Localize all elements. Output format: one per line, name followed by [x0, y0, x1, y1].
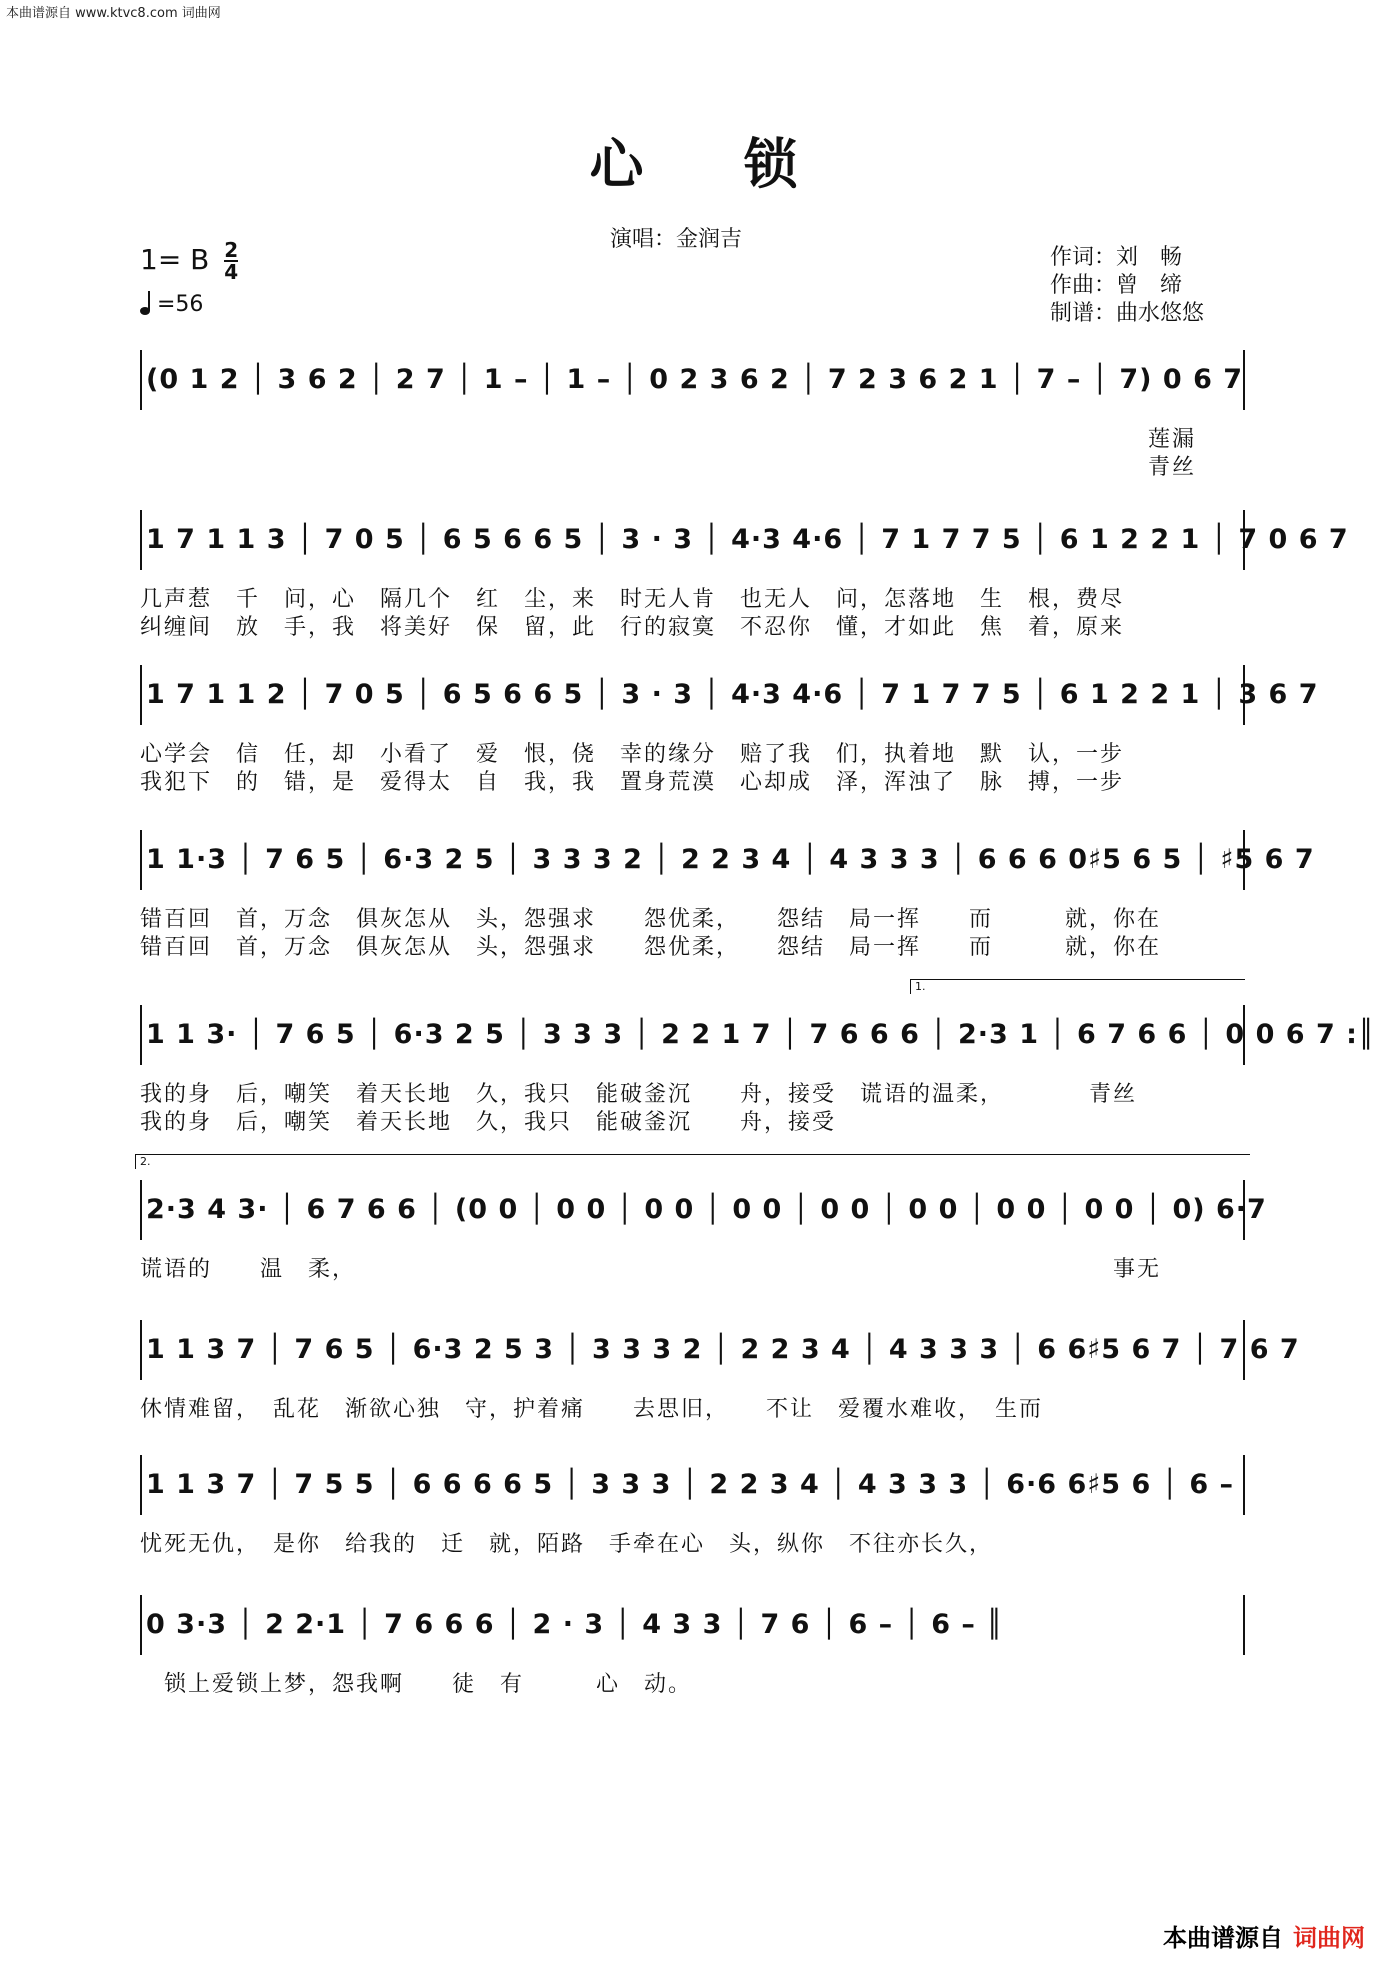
tempo-marking: [140, 292, 203, 317]
volta-bracket: 2.: [135, 1154, 1250, 1169]
lyric-line: 青丝: [140, 455, 1197, 480]
time-top: 2: [224, 238, 239, 262]
lyric-line: 锁上爱锁上梦，怨我啊 徒 有 心 动。: [140, 1672, 693, 1697]
notation-text: 1 1 3 7 │ 7 6 5 │ 6·3 2 5 3 │ 3 3 3 2 │ 2 2 3 4 │ 4 3 3 3 │ 6 6♯5 6 7 │ 7 6 7: [146, 1334, 1300, 1365]
lyric-line: 错百回 首，万念 俱灰怎从 头，怨强求 怨优柔， 怨结 局一挥 而 就，你在: [140, 907, 1162, 932]
arranger-credit: 制谱：曲水悠悠: [1050, 301, 1205, 326]
notation-text: 1 1·3 │ 7 6 5 │ 6·3 2 5 │ 3 3 3 2 │ 2 2 3 4 │ 4 3 3 3 │ 6 6 6 0♯5 6 5 │ ♯5 6 7: [146, 844, 1315, 875]
notation-line: [140, 510, 1349, 570]
key-signature: [140, 240, 238, 282]
song-title: 心锁: [589, 132, 898, 196]
notation-line: [140, 830, 1315, 890]
singer-credit: 演唱：金润吉: [610, 227, 743, 252]
lyric-line: 纠缠间 放 手，我 将美好 保 留，此 行的寂寞 不忍你 懂，才如此 焦 着，原来: [140, 615, 1125, 640]
lyric-line: 莲漏: [140, 427, 1197, 452]
notation-line: [140, 1320, 1300, 1380]
quarter-note-icon: [140, 307, 150, 315]
lyric-line: 谎语的 温 柔， 事无: [140, 1257, 1162, 1282]
notation-text: 1 7 1 1 2 │ 7 0 5 │ 6 5 6 6 5 │ 3 · 3 │ 4·3 4·6 │ 7 1 7 7 5 │ 6 1 2 2 1 │ 3 6 7: [146, 679, 1319, 710]
notation-line: [140, 1005, 1376, 1065]
lyric-line: 几声惹 千 问，心 隔几个 红 尘，来 时无人肯 也无人 问，怎落地 生 根，费尽: [140, 587, 1125, 612]
watermark-top: 本曲谱源自 www.ktvc8.com 词曲网: [6, 6, 221, 21]
composer-credit: 作曲：曾 缔: [1050, 273, 1183, 298]
key-label: 1= B: [140, 243, 210, 276]
time-signature: [224, 240, 238, 282]
lyricist-credit: 作词：刘 畅: [1050, 245, 1183, 270]
volta-bracket: 1.: [910, 979, 1245, 994]
notation-text: 1 1 3 7 │ 7 5 5 │ 6 6 6 6 5 │ 3 3 3 │ 2 2 3 4 │ 4 3 3 3 │ 6·6 6♯5 6 │ 6 –: [146, 1469, 1235, 1500]
lyric-line: 我的身 后，嘲笑 着天长地 久，我只 能破釜沉 舟，接受: [140, 1110, 837, 1135]
notation-text: 2·3 4 3· │ 6 7 6 6 │ (0 0 │ 0 0 │ 0 0 │ 0 0 │ 0 0 │ 0 0 │ 0 0 │ 0 0 │ 0) 6·7: [146, 1194, 1267, 1225]
notation-text: 1 7 1 1 3 │ 7 0 5 │ 6 5 6 6 5 │ 3 · 3 │ 4·3 4·6 │ 7 1 7 7 5 │ 6 1 2 2 1 │ 7 0 6 7: [146, 524, 1349, 555]
notation-text: 1 1 3· │ 7 6 5 │ 6·3 2 5 │ 3 3 3 │ 2 2 1 7 │ 7 6 6 6 │ 2·3 1 │ 6 7 6 6 │ 0 0 6 7 :║: [146, 1019, 1376, 1050]
lyric-line: 错百回 首，万念 俱灰怎从 头，怨强求 怨优柔， 怨结 局一挥 而 就，你在: [140, 935, 1162, 960]
lyric-line: 忧死无仇， 是你 给我的 迁 就，陌路 手牵在心 头，纵你 不往亦长久，: [140, 1532, 994, 1557]
tempo-value: =56: [157, 292, 204, 317]
notation-text: 0 3·3 │ 2 2·1 │ 7 6 6 6 │ 2 · 3 │ 4 3 3 │ 7 6 │ 6 – │ 6 – ║: [146, 1609, 1004, 1640]
time-bottom: 4: [224, 260, 239, 284]
notation-line: [140, 1455, 1245, 1515]
lyric-line: 我的身 后，嘲笑 着天长地 久，我只 能破釜沉 舟，接受 谎语的温柔， 青丝: [140, 1082, 1138, 1107]
notation-line: [140, 1180, 1267, 1240]
notation-line: [140, 665, 1319, 725]
lyric-line: 心学会 信 任，却 小看了 爱 恨，侥 幸的缘分 赔了我 们，执着地 默 认，一步: [140, 742, 1125, 767]
lyric-line: 我犯下 的 错，是 爱得太 自 我，我 置身荒漠 心却成 泽，浑浊了 脉 搏，一步: [140, 770, 1125, 795]
watermark-bottom-b: 词曲网: [1293, 1924, 1365, 1952]
lyric-line: 休情难留， 乱花 渐欲心独 守，护着痛 去思旧， 不让 爱覆水难收， 生而: [140, 1397, 1044, 1422]
watermark-bottom-a: 本曲谱源自: [1163, 1924, 1283, 1952]
watermark-bottom: [1163, 1918, 1365, 1953]
notation-line: [140, 350, 1245, 410]
notation-line: [140, 1595, 1245, 1655]
notation-text: (0 1 2 │ 3 6 2 │ 2 7 │ 1 – │ 1 – │ 0 2 3 6 2 │ 7 2 3 6 2 1 │ 7 – │ 7) 0 6 7: [146, 364, 1244, 395]
